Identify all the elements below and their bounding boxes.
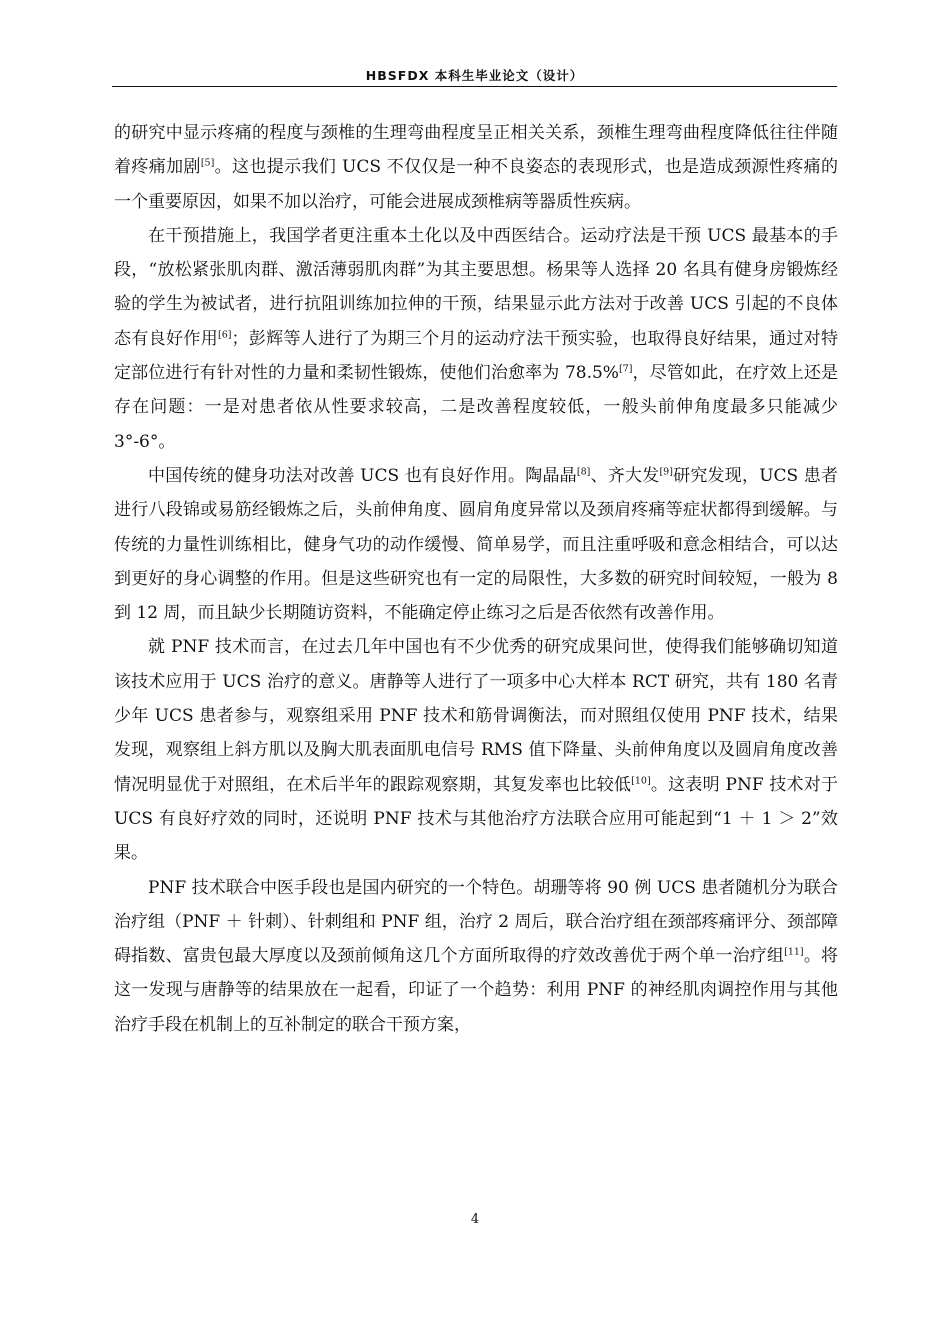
paragraph-text: 、齐大发 bbox=[590, 465, 660, 486]
running-header: HBSFDX 本科生毕业论文（设计） bbox=[365, 68, 584, 83]
paragraph bbox=[114, 630, 838, 870]
citation-ref: [5] bbox=[200, 157, 215, 169]
citation-ref: [8] bbox=[576, 466, 591, 478]
paragraph-text: 。这表明 PNF 技术对于 UCS 有良好疗效的同时，还说明 PNF 技术与其他治疗方法联合应用可能起到“1 ＋ 1 ＞ 2”效果。 bbox=[114, 774, 838, 864]
paragraph-text: 的研究中显示疼痛的程度与颈椎的生理弯曲程度呈正相关关系，颈椎生理弯曲程度降低往往伴随着疼痛加剧 bbox=[114, 123, 838, 178]
paragraph bbox=[114, 219, 838, 459]
citation-ref: [7] bbox=[618, 363, 633, 375]
paragraph-text: 在干预措施上，我国学者更注重本土化以及中西医结合。运动疗法是干预 UCS 最基本的手段，“放松紧张肌肉群、激活薄弱肌肉群”为其主要思想。杨果等人选择 20 名具有健身房锻炼经验的学生为被试者，进行抗阻训练加拉伸的干预，结果显示此方法对于改善 UCS 引起的不良体态有良好作用 bbox=[114, 225, 838, 349]
paragraph-text: PNF 技术联合中医手段也是国内研究的一个特色。胡珊等将 90 例 UCS 患者随机分为联合治疗组（PNF ＋ 针刺）、针刺组和 PNF 组，治疗 2 周后，联合治疗组在颈部疼痛评分、颈部障碍指数、富贵包最大厚度以及颈前倾角这几个方面所取得的疗效改善优于两个单一治疗组 bbox=[114, 877, 838, 967]
paragraph-text: 研究发现，UCS 患者进行八段锦或易筋经锻炼之后，头前伸角度、圆肩角度异常以及颈肩疼痛等症状都得到缓解。与传统的力量性训练相比，健身气功的动作缓慢、简单易学，而且注重呼吸和意念相结合，可以达到更好的身心调整的作用。但是这些研究也有一定的局限性，大多数的研究时间较短，一般为 8 到 12 周，而且缺少长期随访资料，不能确定停止练习之后是否依然有改善作用。 bbox=[114, 465, 839, 624]
paragraph-text: 就 PNF 技术而言，在过去几年中国也有不少优秀的研究成果问世，使得我们能够确切知道该技术应用于 UCS 治疗的意义。唐静等人进行了一项多中心大样本 RCT 研究，共有 180 名青少年 UCS 患者参与，观察组采用 PNF 技术和筋骨调衡法，而对照组仅使用 PNF 技术，结果发现，观察组上斜方肌以及胸大肌表面肌电信号 RMS 值下降量、头前伸角度以及圆肩角度改善情况明显优于对照组，在术后半年的跟踪观察期，其复发率也比较低 bbox=[114, 637, 838, 795]
page-number: 4 bbox=[470, 1212, 480, 1227]
citation-ref: [10] bbox=[631, 774, 651, 786]
paragraph-text: ；彭辉等人进行了为期三个月的运动疗法干预实验，也取得良好结果，通过对特定部位进行有针对性的力量和柔韧性锻炼，使他们治愈率为 78.5% bbox=[114, 328, 838, 384]
citation-ref: [11] bbox=[784, 946, 804, 958]
paragraph-text: 中国传统的健身功法对改善 UCS 也有良好作用。陶晶晶 bbox=[148, 465, 577, 486]
paragraph-text: 。将这一发现与唐静等的结果放在一起看，印证了一个趋势：利用 PNF 的神经肌肉调控作用与其他治疗手段在机制上的互补制定的联合干预方案， bbox=[114, 946, 839, 1035]
paragraph-text: 。这也提示我们 UCS 不仅仅是一种不良姿态的表现形式，也是造成颈源性疼痛的一个重要原因，如果不加以治疗，可能会进展成颈椎病等器质性疾病。 bbox=[114, 157, 838, 212]
paragraph bbox=[114, 871, 838, 1042]
citation-ref: [9] bbox=[659, 466, 673, 478]
paragraph bbox=[114, 459, 838, 630]
paragraph bbox=[114, 116, 838, 219]
paragraph-text: ，尽管如此，在疗效上还是存在问题：一是对患者依从性要求较高，二是改善程度较低，一般头前伸角度最多只能减少 3°-6°。 bbox=[114, 363, 838, 452]
citation-ref: [6] bbox=[218, 329, 232, 341]
body-text bbox=[114, 116, 838, 1042]
header-rule bbox=[112, 86, 837, 87]
